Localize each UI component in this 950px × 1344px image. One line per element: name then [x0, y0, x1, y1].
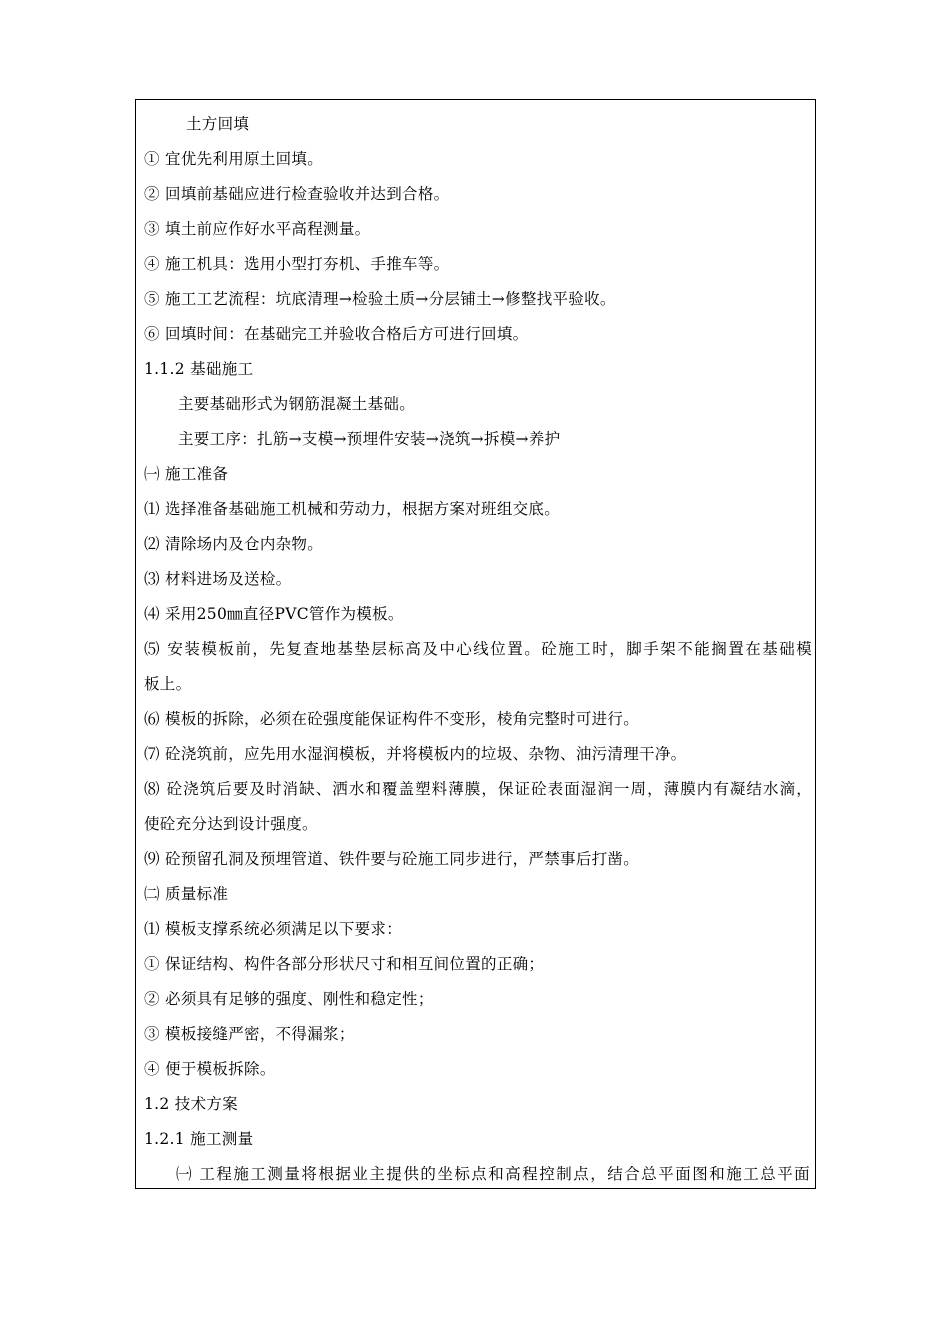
section-heading-technical-plan: 1.2 技术方案	[144, 1095, 238, 1113]
list-item: ⑴ 选择准备基础施工机械和劳动力，根据方案对班组交底。	[144, 500, 561, 518]
section-heading-backfill: 土方回填	[186, 115, 250, 133]
subsection-heading-quality: ㈡ 质量标准	[144, 885, 229, 903]
list-item: ⑵ 清除场内及仓内杂物。	[144, 535, 324, 553]
list-item-continuation: 使砼充分达到设计强度。	[144, 815, 318, 833]
list-item: ② 必须具有足够的强度、刚性和稳定性；	[144, 990, 434, 1008]
list-item: ① 保证结构、构件各部分形状尺寸和相互间位置的正确；	[144, 955, 545, 973]
section-heading-foundation: 1.1.2 基础施工	[144, 360, 254, 378]
list-item: ④ 便于模板拆除。	[144, 1060, 276, 1078]
list-item: ④ 施工机具：选用小型打夯机、手推车等。	[144, 255, 450, 273]
list-item-continuation: 板上。	[144, 675, 192, 693]
paragraph: 主要工序：扎筋→支模→预埋件安装→浇筑→拆模→养护	[178, 430, 561, 448]
list-item: ③ 填土前应作好水平高程测量。	[144, 220, 371, 238]
list-item: ⑸ 安装模板前，先复查地基垫层标高及中心线位置。砼施工时，脚手架不能搁置在基础模	[144, 640, 812, 658]
list-item: ⑷ 采用250㎜直径PVC管作为模板。	[144, 605, 404, 623]
subsection-heading-preparation: ㈠ 施工准备	[144, 465, 229, 483]
list-item: ③ 模板接缝严密，不得漏浆；	[144, 1025, 355, 1043]
paragraph: 主要基础形式为钢筋混凝土基础。	[178, 395, 416, 413]
list-item: ⑺ 砼浇筑前，应先用水湿润模板，并将模板内的垃圾、杂物、油污清理干净。	[144, 745, 687, 763]
list-item: ⑹ 模板的拆除，必须在砼强度能保证构件不变形，棱角完整时可进行。	[144, 710, 640, 728]
list-item: ⑤ 施工工艺流程：坑底清理→检验土质→分层铺土→修整找平验收。	[144, 290, 616, 308]
list-item: ⑴ 模板支撑系统必须满足以下要求：	[144, 920, 403, 938]
list-item: ⑥ 回填时间：在基础完工并验收合格后方可进行回填。	[144, 325, 529, 343]
list-item: ① 宜优先利用原土回填。	[144, 150, 324, 168]
list-item: ⑻ 砼浇筑后要及时消缺、洒水和覆盖塑料薄膜，保证砼表面湿润一周，薄膜内有凝结水滴，	[144, 780, 812, 798]
list-item: ② 回填前基础应进行检查验收并达到合格。	[144, 185, 450, 203]
list-item: ⑶ 材料进场及送检。	[144, 570, 292, 588]
list-item: ⑼ 砼预留孔洞及预埋管道、铁件要与砼施工同步进行，严禁事后打凿。	[144, 850, 640, 868]
paragraph: ㈠ 工程施工测量将根据业主提供的坐标点和高程控制点，结合总平面图和施工总平面	[176, 1165, 810, 1183]
section-heading-survey: 1.2.1 施工测量	[144, 1130, 254, 1148]
